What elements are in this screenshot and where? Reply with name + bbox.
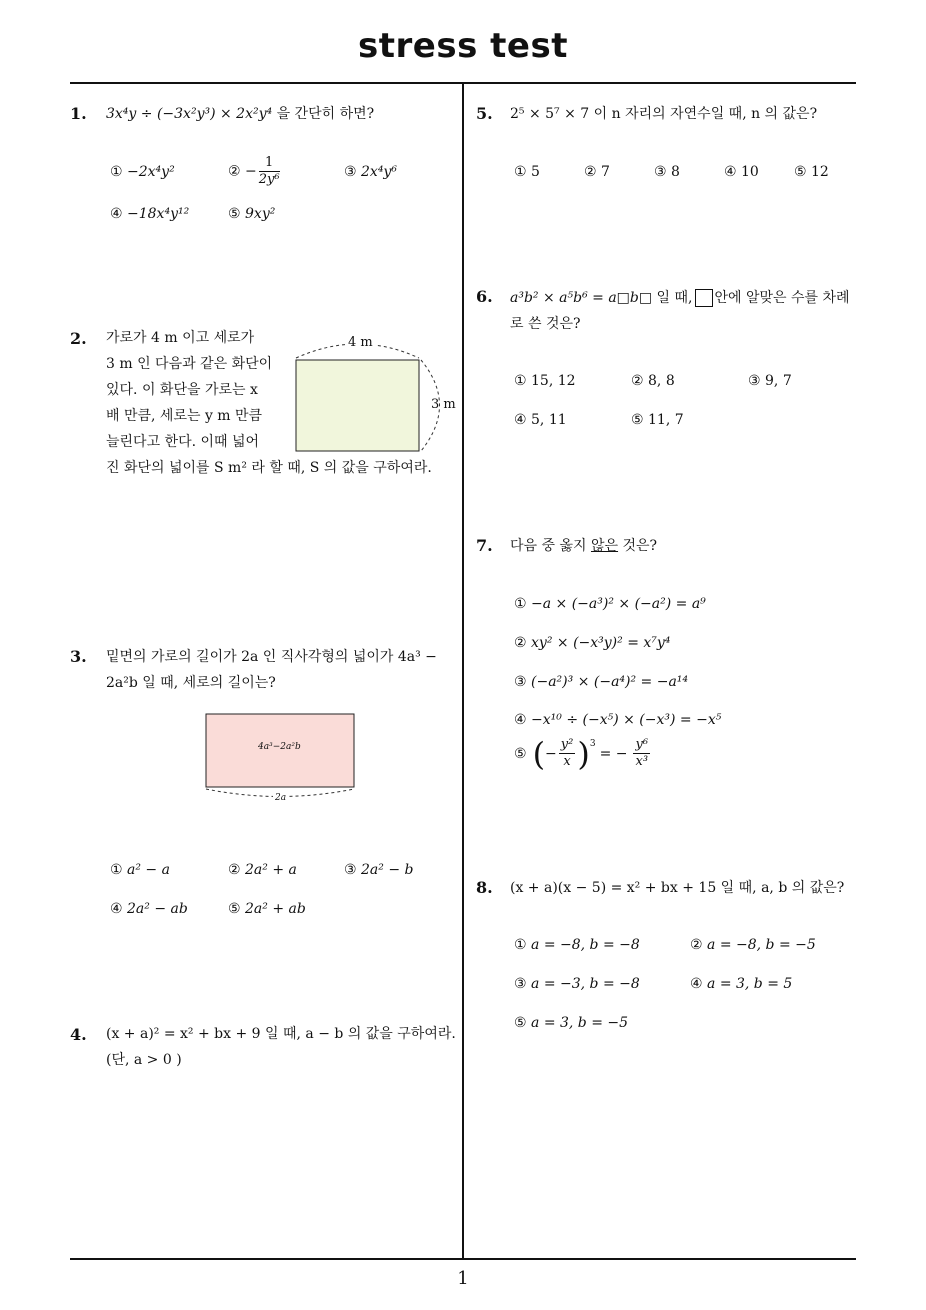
option-mark: ④	[690, 976, 703, 992]
option-text: −18x⁴y¹²	[127, 206, 190, 222]
question-stem: 2⁵ × 5⁷ × 7 이 n 자리의 자연수일 때, n 의 값은?	[510, 106, 818, 122]
power-exponent: 3	[589, 739, 596, 749]
right-paren: )	[577, 734, 590, 773]
option-5[interactable]	[514, 1015, 628, 1031]
option-2[interactable]	[690, 937, 816, 953]
option-3[interactable]	[654, 164, 680, 180]
option-text: 2a² − ab	[127, 901, 188, 917]
question-number: 7.	[476, 536, 493, 555]
stem-underlined: 않은	[590, 538, 619, 554]
fraction-numerator: y²	[560, 737, 574, 752]
option-text: xy² × (−x³y)² = x⁷y⁴	[531, 635, 671, 651]
option-mark: ③	[344, 862, 357, 878]
option-text: −a × (−a³)² × (−a²) = a⁹	[531, 596, 706, 612]
question-line-4: 배 만큼, 세로는 y m 만큼	[106, 408, 263, 424]
option-2[interactable]	[631, 373, 675, 389]
fraction-numerator: 1	[259, 155, 280, 172]
width-label: 4 m	[348, 335, 373, 350]
option-3[interactable]	[514, 674, 688, 690]
option-text: 15, 12	[531, 373, 576, 389]
option-mark: ①	[514, 164, 527, 180]
option-text: 11, 7	[648, 412, 684, 428]
stem-text-end: 것은?	[622, 538, 658, 554]
option-mark: ②	[514, 635, 527, 651]
option-fraction	[259, 155, 280, 188]
option-text: 9xy²	[245, 206, 276, 222]
option-5[interactable]	[228, 206, 275, 222]
option-text: 10	[741, 164, 759, 180]
rectangle-figure	[200, 708, 360, 806]
question-line-1	[510, 285, 850, 311]
area-label: 4a³−2a²b	[258, 742, 301, 752]
stem-text: 다음 중 옳지	[510, 538, 587, 554]
option-text: 2a² − b	[361, 862, 414, 878]
height-label: 3 m	[431, 397, 456, 412]
option-3[interactable]	[514, 976, 640, 992]
option-sign: −	[245, 163, 257, 180]
question-line-5: 늘린다고 한다. 이때 넓어	[106, 434, 260, 450]
option-text: 8, 8	[648, 373, 675, 389]
page-number: 1	[457, 1268, 469, 1289]
option-mark: ⑤	[514, 745, 527, 762]
option-mark: ④	[110, 206, 123, 222]
option-text: 8	[671, 164, 680, 180]
question-number: 2.	[70, 329, 87, 348]
column-divider	[462, 83, 464, 1259]
fraction-denominator: x³	[635, 754, 649, 769]
option-mark: ④	[110, 901, 123, 917]
question-number: 5.	[476, 104, 493, 123]
option-text: 7	[601, 164, 610, 180]
option-5[interactable]	[514, 734, 652, 773]
question-line-3: 있다. 이 화단을 가로는 x	[106, 382, 258, 398]
option-mark: ⑤	[514, 1015, 527, 1031]
question-stem	[106, 101, 374, 127]
option-mark: ②	[631, 373, 644, 389]
question-line-6: 진 화단의 넓이를 S m² 라 할 때, S 의 값을 구하여라.	[106, 460, 432, 476]
option-mark: ③	[344, 164, 357, 180]
question-number: 8.	[476, 878, 493, 897]
option-mark: ②	[690, 937, 703, 953]
option-4[interactable]	[690, 976, 792, 992]
option-mark: ④	[514, 712, 527, 728]
option-text: 9, 7	[765, 373, 792, 389]
option-1[interactable]	[110, 164, 175, 180]
option-text: −x¹⁰ ÷ (−x⁵) × (−x³) = −x⁵	[531, 712, 722, 728]
question-line-1: 밑면의 가로의 길이가 2a 인 직사각형의 넓이가 4a³ −	[106, 649, 437, 665]
option-mark: ⑤	[228, 901, 241, 917]
question-line-2: 로 쓴 것은?	[510, 316, 581, 332]
option-mark: ①	[110, 862, 123, 878]
lhs-fraction	[559, 737, 576, 770]
option-text: a = 3, b = 5	[707, 976, 793, 992]
option-1[interactable]	[514, 164, 540, 180]
option-4[interactable]	[514, 412, 567, 428]
option-4[interactable]	[724, 164, 759, 180]
option-3[interactable]	[344, 862, 413, 878]
option-4[interactable]	[514, 712, 721, 728]
option-mark: ②	[228, 163, 241, 180]
option-mark: ②	[584, 164, 597, 180]
flowerbed-figure	[288, 332, 460, 456]
stem-text: 을 간단히 하면?	[276, 106, 375, 122]
question-number: 6.	[476, 287, 493, 306]
question-line-2: 2a²b 일 때, 세로의 길이는?	[106, 675, 276, 691]
question-stem	[510, 533, 657, 559]
option-4[interactable]	[110, 901, 188, 917]
fraction-denominator: x	[563, 754, 571, 769]
option-text: a = −8, b = −5	[707, 937, 816, 953]
option-2[interactable]	[584, 164, 610, 180]
option-text: 2x⁴y⁶	[361, 164, 397, 180]
stem-math: a³b² × a⁵b⁶ = a□b□	[510, 290, 653, 306]
stem-text: 일 때,	[656, 290, 693, 306]
option-mark: ③	[748, 373, 761, 389]
question-line-2: 3 m 인 다음과 같은 화단이	[106, 356, 273, 372]
option-text: (−a²)³ × (−a⁴)² = −a¹⁴	[531, 674, 689, 690]
question-line-1: (x + a)² = x² + bx + 9 일 때, a − b 의 값을 구하여라.	[106, 1026, 456, 1042]
option-mark: ②	[228, 862, 241, 878]
option-3[interactable]	[748, 373, 792, 389]
fraction-denominator: 2y⁶	[258, 172, 280, 187]
option-1[interactable]	[514, 937, 640, 953]
minus-sign: −	[545, 745, 557, 762]
option-1[interactable]	[514, 596, 706, 612]
option-mark: ③	[514, 674, 527, 690]
option-mark: ①	[514, 373, 527, 389]
option-1[interactable]	[514, 373, 576, 389]
left-paren: (	[532, 734, 546, 773]
option-text: 2a² + a	[245, 862, 297, 878]
option-text: 12	[811, 164, 829, 180]
question-line-2: (단, a > 0 )	[106, 1052, 182, 1068]
option-mark: ④	[724, 164, 737, 180]
option-mark: ③	[654, 164, 667, 180]
question-number: 4.	[70, 1025, 87, 1044]
option-1[interactable]	[110, 862, 170, 878]
option-text: a = −3, b = −8	[531, 976, 640, 992]
option-5[interactable]	[794, 164, 829, 180]
option-text: 2a² + ab	[245, 901, 306, 917]
option-5[interactable]	[631, 412, 684, 428]
option-mark: ①	[110, 164, 123, 180]
question-number: 1.	[70, 104, 87, 123]
option-mark: ⑤	[794, 164, 807, 180]
option-text: a = 3, b = −5	[531, 1015, 629, 1031]
option-4[interactable]	[110, 206, 189, 222]
fraction-numerator: y⁶	[635, 737, 649, 752]
option-text: 5, 11	[531, 412, 567, 428]
option-3[interactable]	[344, 164, 397, 180]
option-mark: ①	[514, 596, 527, 612]
option-2[interactable]	[228, 862, 297, 878]
flowerbed-rect	[296, 360, 419, 451]
option-text: a² − a	[127, 862, 170, 878]
question-number: 3.	[70, 647, 87, 666]
bottom-rule	[70, 1258, 856, 1260]
option-mark: ⑤	[228, 206, 241, 222]
option-mark: ①	[514, 937, 527, 953]
stem-text-2: 안에 알맞은 수를 차례	[714, 290, 850, 306]
question-stem: (x + a)(x − 5) = x² + bx + 15 일 때, a, b 의 값은?	[510, 880, 845, 896]
equals-minus: = −	[599, 745, 628, 762]
page-title: stress test	[358, 26, 568, 66]
rhs-fraction	[633, 737, 650, 770]
option-2[interactable]	[228, 155, 282, 188]
stem-math: 3x⁴y ÷ (−3x²y³) × 2x²y⁴	[106, 106, 273, 122]
option-text: a = −8, b = −8	[531, 937, 640, 953]
option-text: −2x⁴y²	[127, 164, 175, 180]
option-mark: ⑤	[631, 412, 644, 428]
option-text: 5	[531, 164, 540, 180]
option-5[interactable]	[228, 901, 306, 917]
option-mark: ③	[514, 976, 527, 992]
base-label: 2a	[275, 793, 287, 803]
question-line-1: 가로가 4 m 이고 세로가	[106, 330, 255, 346]
blank-box	[695, 289, 713, 307]
option-mark: ④	[514, 412, 527, 428]
option-2[interactable]	[514, 635, 670, 651]
